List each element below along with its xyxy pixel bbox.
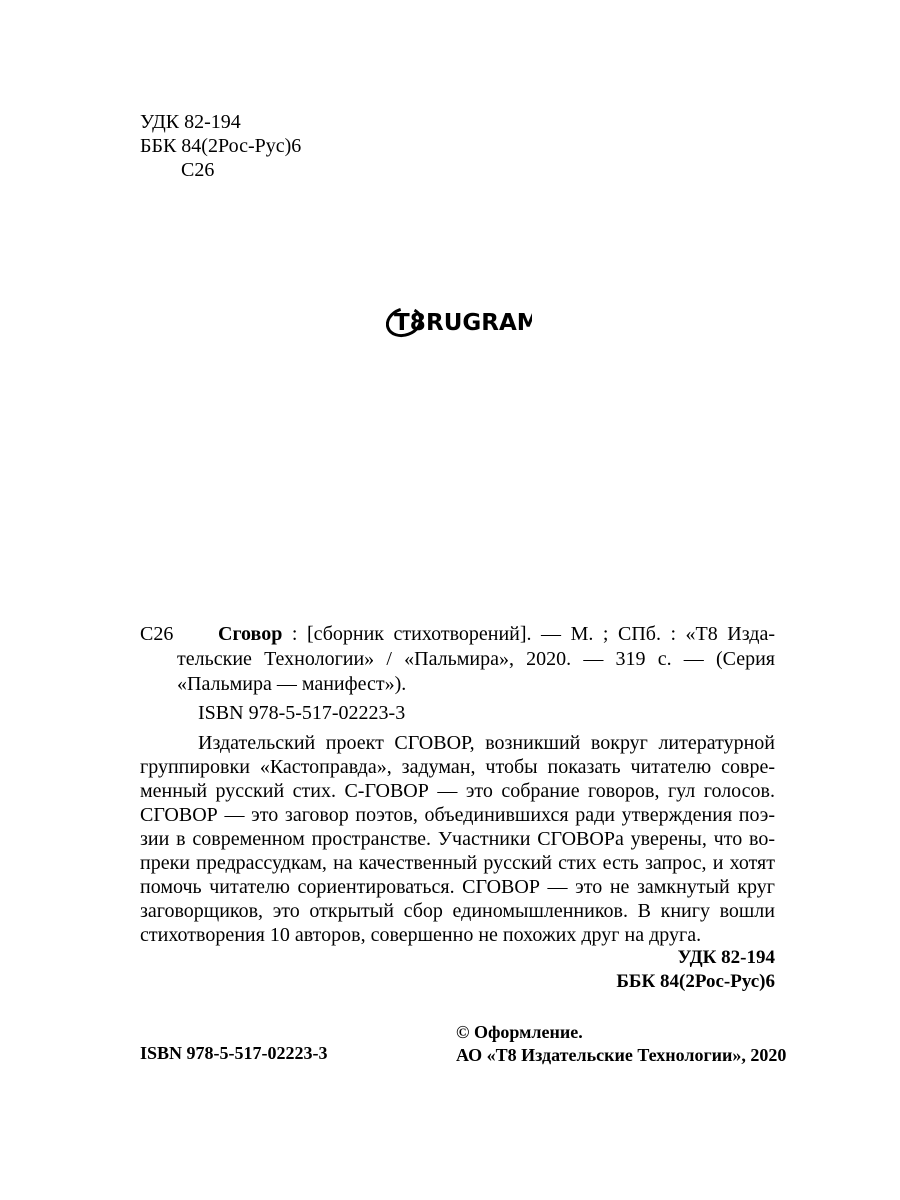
udk-code: УДК 82-194 — [140, 111, 241, 133]
isbn-footer: ISBN 978-5-517-02223-3 — [140, 1043, 328, 1063]
annotation-line: Издательский проект СГОВОР, возникший вокруг литературной — [198, 732, 775, 754]
copyright-design: © Оформление. — [456, 1022, 583, 1042]
catalog-line-1-rest: : [сборник стихотворений]. — М. ; СПб. : «Т8 Изда- — [282, 623, 775, 645]
classification-codes-block — [616, 946, 775, 994]
annotation-line: помочь читателю сориентироваться. СГОВОР — это не замкнутый круг — [140, 876, 775, 898]
t8-rugram-logo-graphic — [386, 303, 532, 341]
catalog-line-2: тельские Технологии» / «Пальмира», 2020. — 319 с. — (Серия — [177, 648, 775, 670]
annotation-line: СГОВОР — это заговор поэтов, объединившихся ради утверждения поэ- — [140, 804, 775, 826]
cataloguing-codes-block — [140, 110, 301, 182]
annotation-line: группировки «Кастоправда», задуман, чтобы показать читателю совре- — [140, 756, 775, 778]
copyright-block — [456, 1021, 786, 1067]
annotation-line: зии в современном пространстве. Участники СГОВОРа уверены, что во- — [140, 828, 775, 850]
annotation-line: преки предрассудкам, на качественный русский стих есть запрос, и хотят — [140, 852, 775, 874]
catalog-author-sign: С26 — [140, 623, 174, 645]
logo-t8-text: T8 — [394, 310, 426, 336]
copyright-publisher: АО «Т8 Издательские Технологии», 2020 — [456, 1045, 787, 1065]
catalog-line-1 — [177, 622, 775, 647]
isbn-catalog: ISBN 978-5-517-02223-3 — [198, 702, 406, 724]
t8-rugram-logo — [386, 303, 532, 347]
annotation-paragraph — [140, 731, 775, 947]
logo-rugram-text: RUGRAM — [426, 310, 532, 336]
catalog-entry — [140, 622, 775, 726]
annotation-line: стихотворения 10 авторов, совершенно не похожих друг на друга. — [140, 924, 702, 946]
bbk-code-right: ББК 84(2Рос-Рус)6 — [616, 971, 775, 992]
annotation-line: менный русский стих. С-ГОВОР — это собрание говоров, гул голосов. — [140, 780, 775, 802]
annotation-line: заговорщиков, это открытый сбор единомышленников. В книгу вошли — [140, 900, 775, 922]
udk-code-right: УДК 82-194 — [677, 947, 775, 968]
catalog-line-3: «Пальмира — манифест»). — [177, 673, 407, 695]
author-sign-code: С26 — [181, 159, 215, 181]
bbk-code: ББК 84(2Рос-Рус)6 — [140, 135, 302, 157]
book-title: Сговор — [218, 623, 283, 645]
